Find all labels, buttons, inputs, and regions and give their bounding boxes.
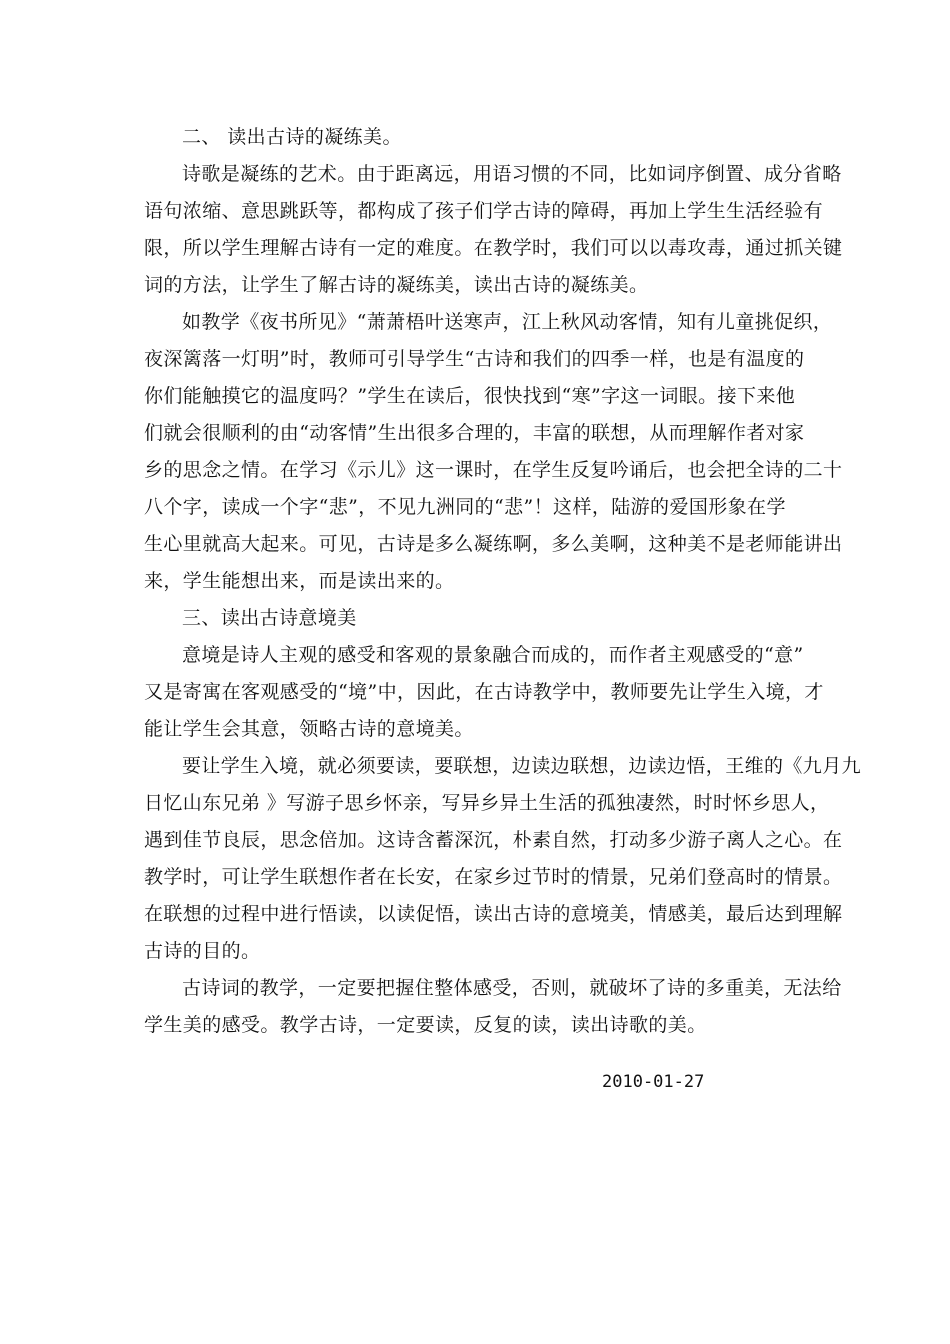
- text-line: 词的方法，让学生了解古诗的凝练美，读出古诗的凝练美。: [144, 274, 649, 296]
- text-line: 在联想的过程中进行悟读，以读促悟，读出古诗的意境美，情感美，最后达到理解: [144, 903, 843, 925]
- text-line: 诗歌是凝练的艺术。由于距离远，用语习惯的不同，比如词序倒置、成分省略: [182, 163, 842, 185]
- text-line: 夜深篱落一灯明”时，教师可引导学生“古诗和我们的四季一样，也是有温度的: [144, 348, 805, 370]
- paragraph: [144, 748, 862, 970]
- text-line: 乡的思念之情。在学习《示儿》这一课时，在学生反复吟诵后，也会把全诗的二十: [144, 459, 843, 481]
- section-heading-2: 二、 读出古诗的凝练美。: [182, 126, 402, 148]
- text-line: 限，所以学生理解古诗有一定的难度。在教学时，我们可以以毒攻毒，通过抓关键: [144, 237, 843, 259]
- text-line: 日忆山东兄弟 》写游子思乡怀亲，写异乡异土生活的孤独凄然，时时怀乡思人，: [144, 792, 830, 814]
- text-line: 要让学生入境，就必须要读，要联想，边读边联想，边读边悟，王维的《九月九: [182, 755, 862, 777]
- paragraph: [144, 304, 843, 600]
- document-date: 2010-01-27: [602, 1072, 705, 1092]
- text-line: 学生美的感受。教学古诗，一定要读，反复的读，读出诗歌的美。: [144, 1014, 707, 1036]
- paragraph: [144, 156, 843, 304]
- text-line: 能让学生会其意，领略古诗的意境美。: [144, 718, 474, 740]
- text-line: 古诗词的教学，一定要把握住整体感受，否则，就破坏了诗的多重美，无法给: [182, 977, 842, 999]
- text-line: 八个字，读成一个字“悲”，不见九洲同的“悲”！这样，陆游的爱国形象在学: [144, 496, 786, 518]
- text-line: 教学时，可让学生联想作者在长安，在家乡过节时的情景，兄弟们登高时的情景。: [144, 866, 843, 888]
- text-line: 意境是诗人主观的感受和客观的景象融合而成的，而作者主观感受的“意”: [182, 644, 804, 666]
- text-line: 遇到佳节良辰，思念倍加。这诗含蓄深沉，朴素自然，打动多少游子离人之心。在: [144, 829, 843, 851]
- text-line: 语句浓缩、意思跳跃等，都构成了孩子们学古诗的障碍，再加上学生生活经验有: [144, 200, 824, 222]
- text-line: 又是寄寓在客观感受的“境”中，因此，在古诗教学中，教师要先让学生入境，才: [144, 681, 824, 703]
- section-heading-3: 三、读出古诗意境美: [182, 607, 357, 629]
- text-line: 生心里就高大起来。可见，古诗是多么凝练啊，多么美啊，这种美不是老师能讲出: [144, 533, 843, 555]
- text-line: 们就会很顺利的由“动客情”生出很多合理的，丰富的联想，从而理解作者对家: [144, 422, 805, 444]
- text-line: 你们能触摸它的温度吗？”学生在读后，很快找到“寒”字这一词眼。接下来他: [144, 385, 796, 407]
- document-body: [144, 119, 862, 1044]
- text-line: 来，学生能想出来，而是读出来的。: [144, 570, 455, 592]
- text-line: 如教学《夜书所见》“萧萧梧叶送寒声，江上秋风动客情，知有儿童挑促织，: [182, 311, 833, 333]
- paragraph: [144, 970, 842, 1044]
- text-line: 古诗的目的。: [144, 940, 261, 962]
- paragraph: [144, 637, 824, 748]
